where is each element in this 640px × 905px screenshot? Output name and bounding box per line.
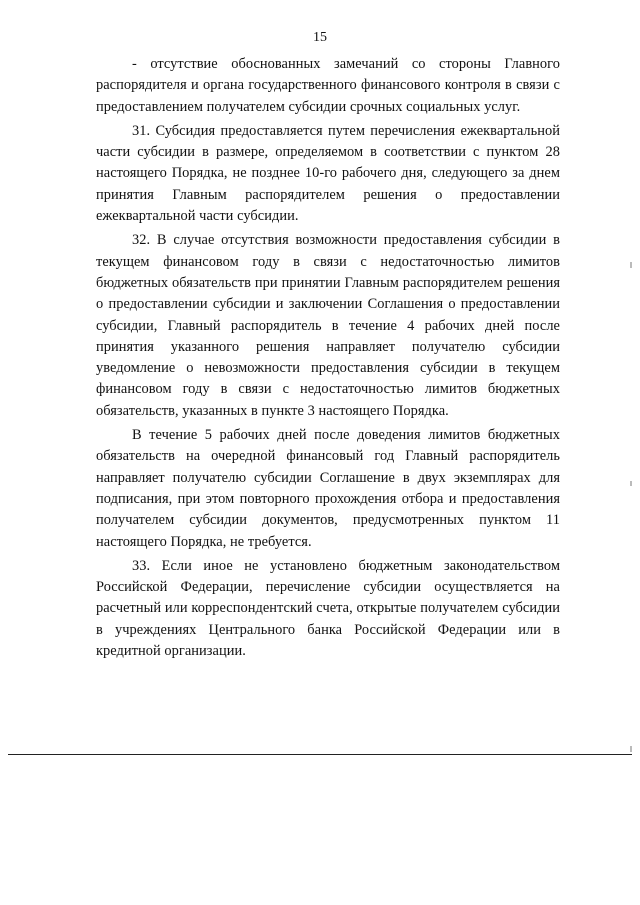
paragraph-33: 33. Если иное не установлено бюджетным законодательством Российской Федерации, перечисление субсидии осуществляется на расчетный или корреспондентский счета, открытые получателем субсидии в учреждениях Центрального банка Российской Федерации или в кредитной организации. xyxy=(96,557,560,660)
page-bottom-divider xyxy=(8,754,632,755)
paragraph-32-continuation: В течение 5 рабочих дней после доведения лимитов бюджетных обязательств на очередной финансовый год Главный распорядитель направляет получателю субсидии Соглашение в двух экземплярах для подписания, при этом повторного прохождения отбора и предоставления получателем субсидии документов, предусмотренных пунктом 11 настоящего Порядка, не требуется. xyxy=(96,427,560,550)
page-number: 15 xyxy=(313,30,327,45)
paragraph-32: 32. В случае отсутствия возможности предоставления субсидии в текущем финансовом году в связи с недостаточностью лимитов бюджетных обязательств при принятии Главным распорядителем решения о предоставлении субсидии и заключении Соглашения о предоставлении субсидии, Главный распорядитель в течение 4 рабочих дней после принятия указанного решения направляет получателю субсидии уведомление о невозможности предоставления субсидии в текущем финансовом году в связи с недостаточностью лимитов бюджетных обязательств, указанных в пункте 3 настоящего Порядка. xyxy=(96,232,560,419)
scan-edge-mark xyxy=(630,746,632,752)
paragraph-condition-no-objections: - отсутствие обоснованных замечаний со стороны Главного распорядителя и органа государственного финансового контроля в связи с предоставлением получателем субсидии срочных социальных услуг. xyxy=(96,56,560,115)
scan-edge-mark xyxy=(630,262,632,268)
document-body xyxy=(96,54,560,662)
scan-edge-mark xyxy=(630,481,632,486)
paragraph-31: 31. Субсидия предоставляется путем перечисления ежеквартальной части субсидии в размере, определяемом в соответствии с пунктом 28 настоящего Порядка, не позднее 10-го рабочего дня, следующего за днем принятия Главным распорядителем решения о предоставлении ежеквартальной части субсидии. xyxy=(96,122,560,225)
